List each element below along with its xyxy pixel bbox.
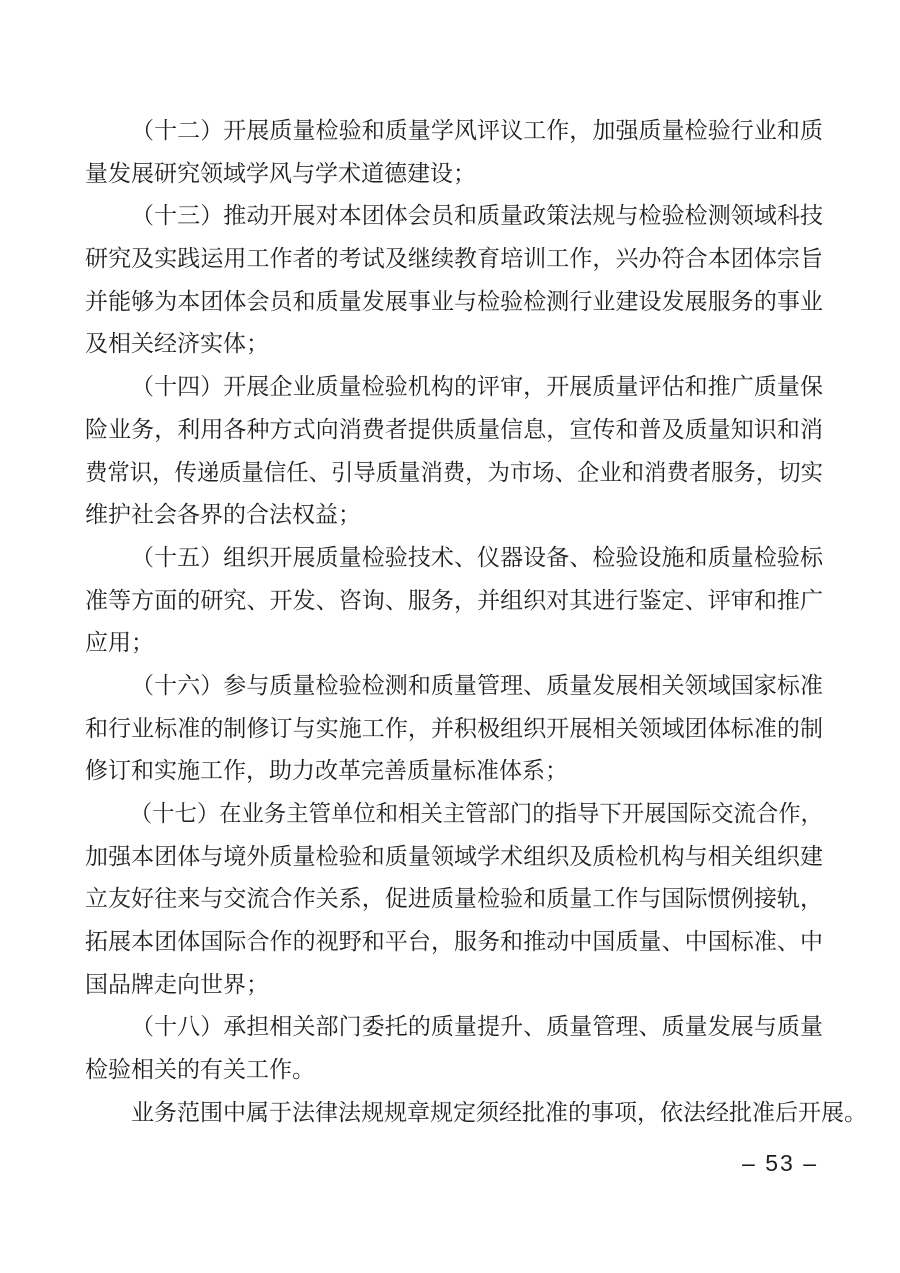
paragraph [85, 1006, 823, 1091]
text-line: 量发展研究领域学风与学术道德建设； [85, 160, 476, 186]
text-line: （十五）组织开展质量检验技术、仪器设备、检验设施和质量检验标 [131, 544, 823, 570]
text-line: 业务范围中属于法律法规规章规定须经批准的事项，依法经批准后开展。 [131, 1099, 867, 1125]
paragraph [85, 793, 823, 1006]
text-line: 检验相关的有关工作。 [85, 1057, 315, 1083]
text-line: 并能够为本团体会员和质量发展事业与检验检测行业建设发展服务的事业 [85, 288, 823, 314]
text-line: 及相关经济实体； [85, 331, 269, 357]
paragraph [85, 195, 823, 366]
paragraph [85, 665, 823, 793]
text-line: （十四）开展企业质量检验机构的评审，开展质量评估和推广质量保 [131, 374, 823, 400]
text-line: 险业务，利用各种方式向消费者提供质量信息，宣传和普及质量知识和消 [85, 416, 823, 442]
text-line: 修订和实施工作，助力改革完善质量标准体系； [85, 758, 568, 784]
paragraph [85, 366, 823, 537]
text-line: 维护社会各界的合法权益； [85, 502, 361, 528]
document-body [85, 110, 867, 1135]
paragraph [85, 1092, 867, 1135]
text-line: （十六）参与质量检验检测和质量管理、质量发展相关领域国家标准 [131, 672, 823, 698]
text-line: 和行业标准的制修订与实施工作，并积极组织开展相关领域团体标准的制 [85, 715, 823, 741]
text-line: 应用； [85, 630, 154, 656]
text-line: （十七）在业务主管单位和相关主管部门的指导下开展国际交流合作， [129, 801, 823, 826]
text-line: 准等方面的研究、开发、咨询、服务，并组织对其进行鉴定、评审和推广 [85, 587, 823, 613]
text-line: 加强本团体与境外质量检验和质量领域学术组织及质检机构与相关组织建 [85, 843, 823, 869]
paragraph [85, 110, 823, 195]
page-number: – 53 – [742, 1150, 818, 1176]
paragraph [85, 537, 823, 665]
text-line: （十三）推动开展对本团体会员和质量政策法规与检验检测领域科技 [131, 203, 823, 229]
text-line: 立友好往来与交流合作关系，促进质量检验和质量工作与国际惯例接轨， [85, 886, 823, 912]
text-line: 国品牌走向世界； [85, 971, 269, 997]
text-line: 拓展本团体国际合作的视野和平台，服务和推动中国质量、中国标准、中 [85, 929, 823, 955]
text-line: 费常识，传递质量信任、引导质量消费，为市场、企业和消费者服务，切实 [85, 459, 823, 485]
text-line: 研究及实践运用工作者的考试及继续教育培训工作，兴办符合本团体宗旨 [85, 246, 823, 272]
text-line: （十八）承担相关部门委托的质量提升、质量管理、质量发展与质量 [131, 1014, 823, 1040]
text-line: （十二）开展质量检验和质量学风评议工作，加强质量检验行业和质 [131, 118, 823, 143]
